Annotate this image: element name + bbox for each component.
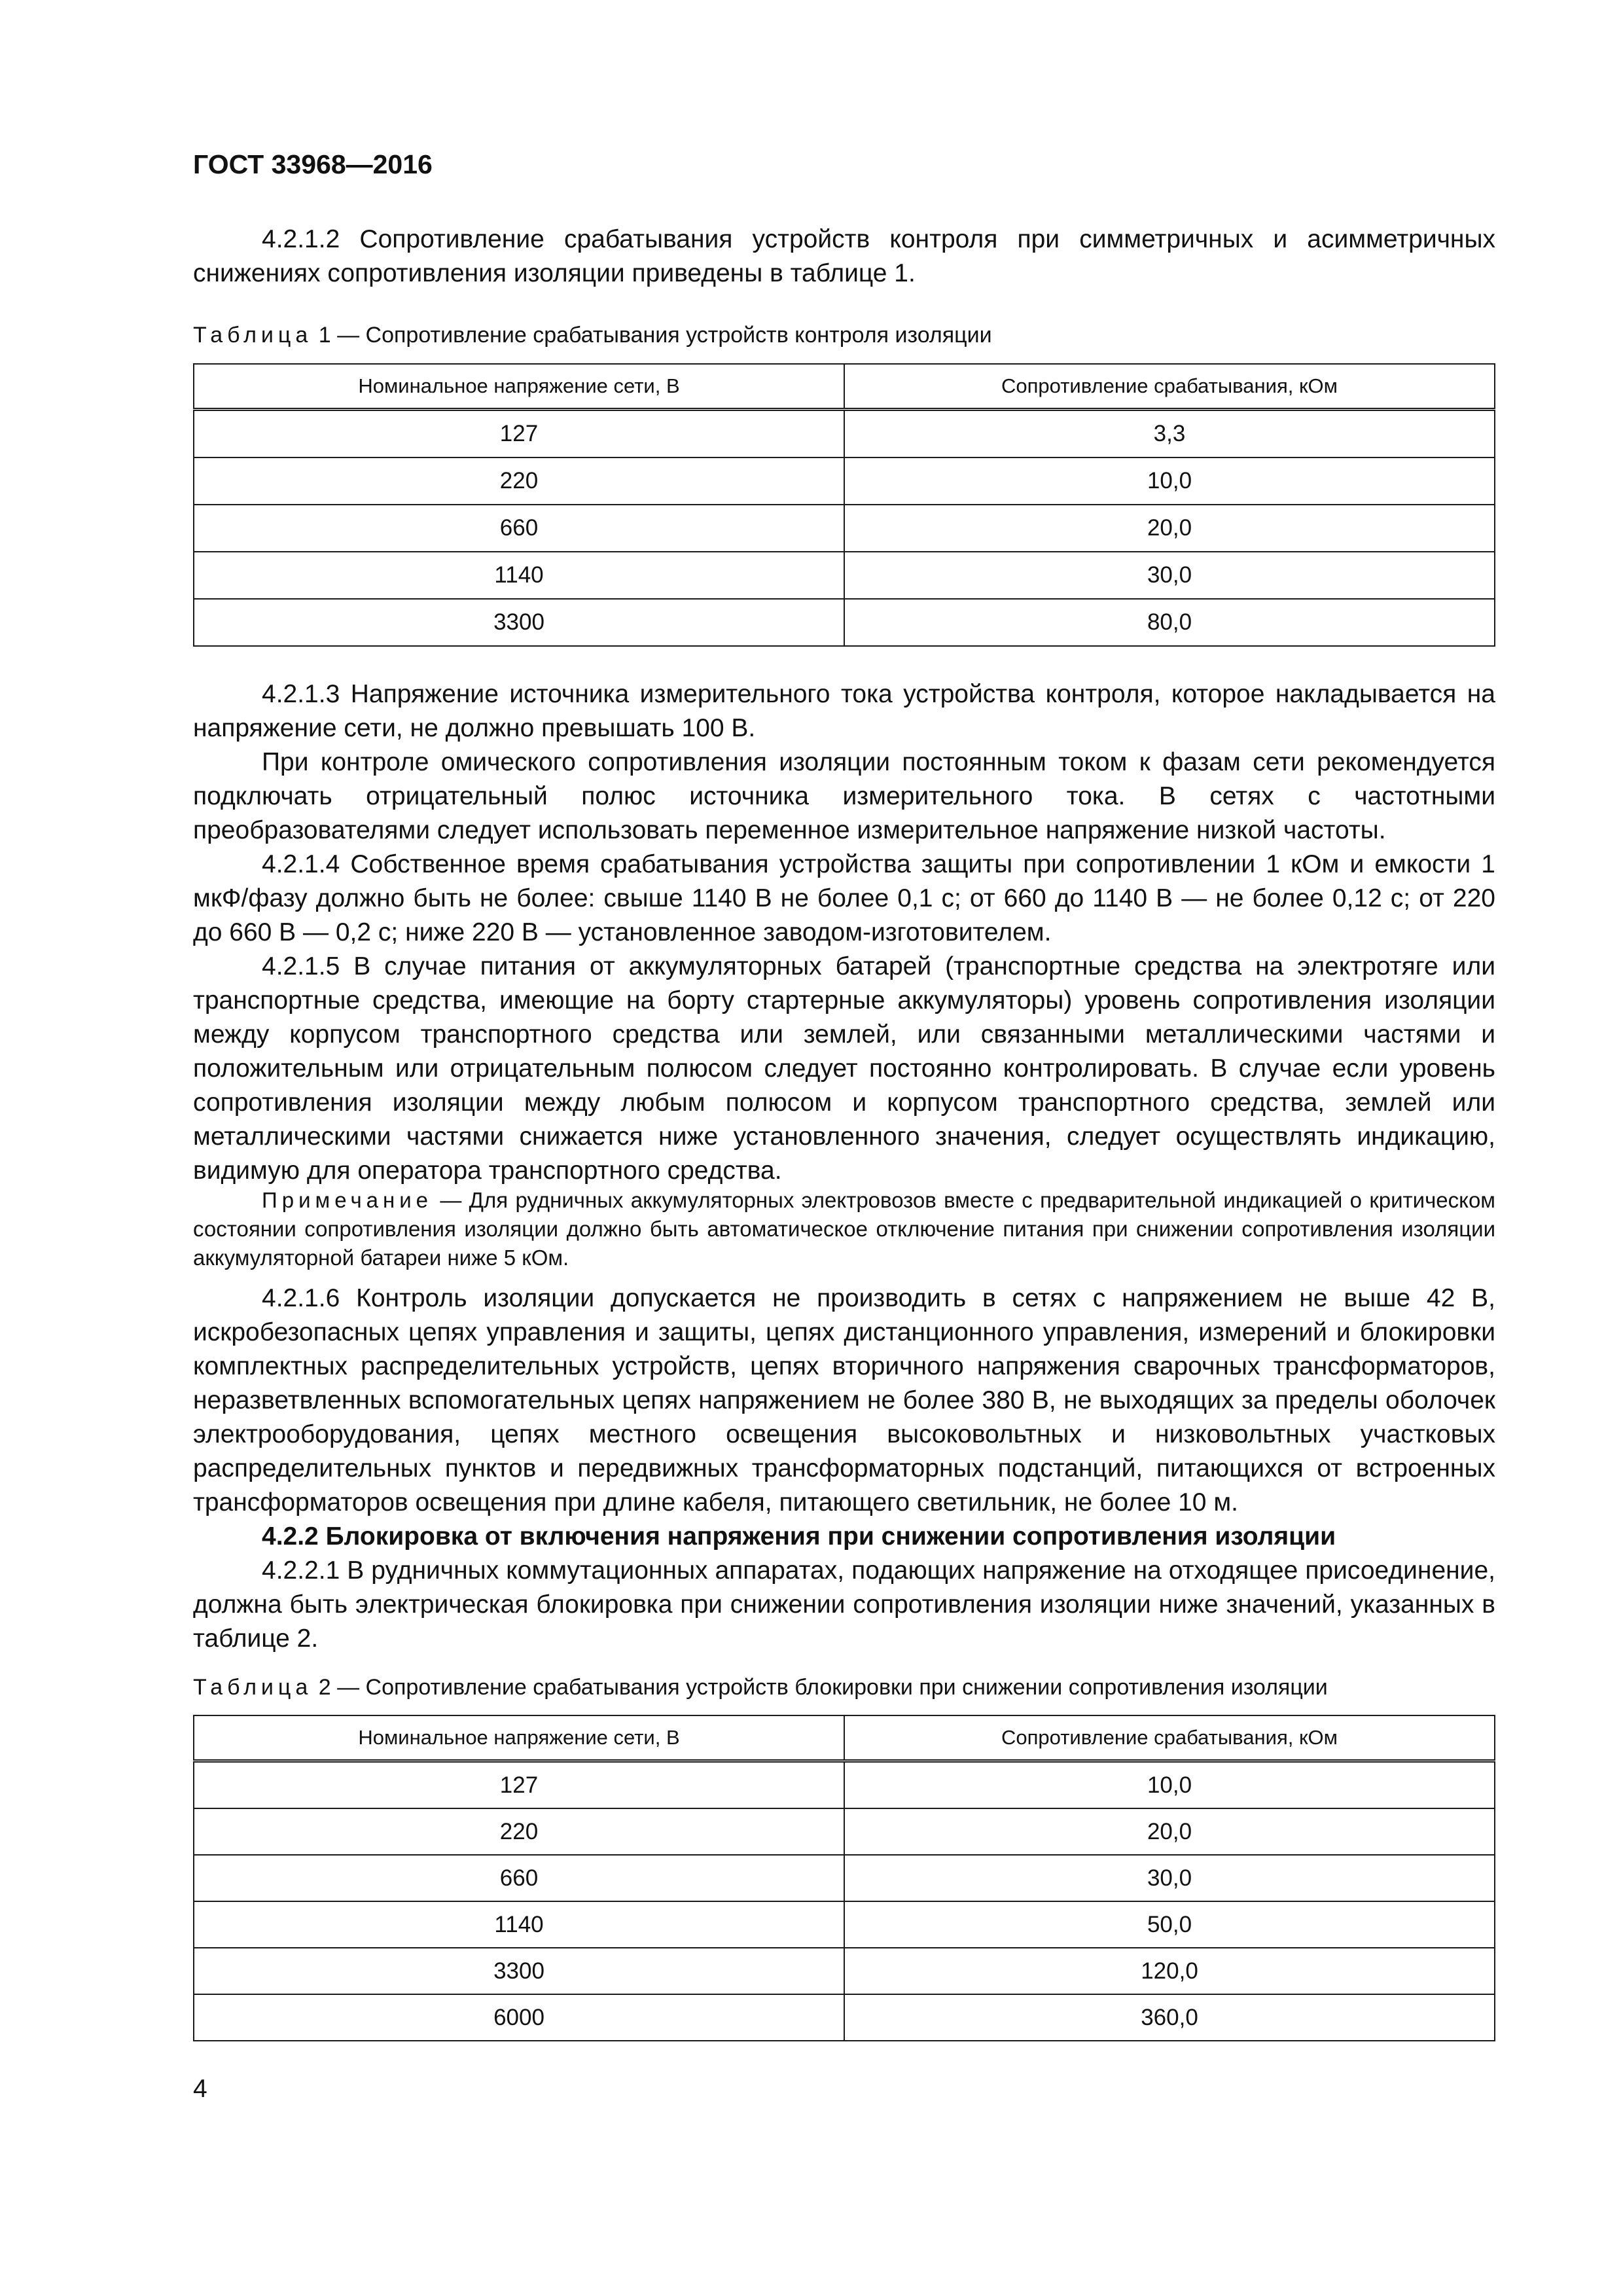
- table-header-row: [194, 1715, 1495, 1761]
- paragraph-4-2-1-4: 4.2.1.4 Собственное время срабатывания устройства защиты при сопротивлении 1 кОм и емкости 1 мкФ/фазу должно быть не более: свыше 1140 В не более 0,1 с; от 660 до 1140 В — не более 0,12 с; от 220 до 660 В — 0,2 с; ниже 220 В — установленное заводом-изготовителем.: [193, 850, 1495, 946]
- resistance-cell: 20,0: [844, 1808, 1495, 1855]
- column-header-voltage: Номинальное напряжение сети, В: [194, 364, 844, 410]
- table-row: [194, 599, 1495, 646]
- page-number: 4: [193, 2075, 207, 2103]
- table-2-caption-label: Таблица: [193, 1675, 313, 1700]
- paragraph-4-2-1-6: 4.2.1.6 Контроль изоляции допускается не производить в сетях с напряжением не выше 42 В, искробезопасных цепях управления и защиты, цепях дистанционного управления, измерений и блокировки комплектных распределительных устройств, цепях вторичного напряжения сварочных трансформаторов, неразветвленных вспомогательных цепях напряжением не более 380 В, не выходящих за пределы оболочек электрооборудования, цепях местного освещения высоковольтных и низковольтных участковых распределительных пунктов и передвижных трансформаторных подстанций, питающихся от встроенных трансформаторов освещения при длине кабеля, питающего светильник, не более 10 м.: [193, 1284, 1495, 1516]
- note: [193, 1186, 1495, 1272]
- resistance-cell: 3,3: [844, 410, 1495, 458]
- paragraph-4-2-1-2: 4.2.1.2 Сопротивление срабатывания устройств контроля при симметричных и асимметричных снижениях сопротивления изоляции приведены в таблице 1.: [193, 225, 1495, 287]
- column-header-resistance: Сопротивление срабатывания, кОм: [844, 1715, 1495, 1761]
- column-header-voltage: Номинальное напряжение сети, В: [194, 1715, 844, 1761]
- resistance-cell: 360,0: [844, 1994, 1495, 2041]
- paragraph-4-2-1-5: 4.2.1.5 В случае питания от аккумуляторных батарей (транспортные средства на электротяге или транспортные средства, имеющие на борту стартерные аккумуляторы) уровень сопротивления изоляции между корпусом транспортного средства или землей, или связанными металлическими частями и положительным или отрицательным полюсом следует постоянно контролировать. В случае если уровень сопротивления изоляции между любым полюсом и корпусом транспортного средства, землей или металлическими частями снижается ниже установленного значения, следует осуществлять индикацию, видимую для оператора транспортного средства.: [193, 952, 1495, 1185]
- table-row: [194, 457, 1495, 505]
- table-header-row: [194, 364, 1495, 410]
- table-row: [194, 1901, 1495, 1948]
- resistance-cell: 30,0: [844, 552, 1495, 599]
- voltage-cell: 3300: [194, 599, 844, 646]
- table-row: [194, 1808, 1495, 1855]
- column-header-resistance: Сопротивление срабатывания, кОм: [844, 364, 1495, 410]
- voltage-cell: 127: [194, 1761, 844, 1809]
- document-header: ГОСТ 33968—2016: [193, 149, 433, 179]
- table-1-caption-text: 1 — Сопротивление срабатывания устройств контроля изоляции: [312, 323, 992, 348]
- section-heading-4-2-2: 4.2.2 Блокировка от включения напряжения при снижении сопротивления изоляции: [262, 1522, 1336, 1551]
- table-row: [194, 505, 1495, 552]
- resistance-cell: 120,0: [844, 1948, 1495, 1994]
- resistance-cell: 20,0: [844, 505, 1495, 552]
- paragraph-4-2-2-1: 4.2.2.1 В рудничных коммутационных аппаратах, подающих напряжение на отходящее присоединение, должна быть электрическая блокировка при снижении сопротивления изоляции ниже значений, указанных в таблице 2.: [193, 1556, 1495, 1653]
- table-row: [194, 552, 1495, 599]
- resistance-cell: 50,0: [844, 1901, 1495, 1948]
- resistance-cell: 30,0: [844, 1855, 1495, 1901]
- voltage-cell: 1140: [194, 1901, 844, 1948]
- paragraph-4-2-1-3: 4.2.1.3 Напряжение источника измерительного тока устройства контроля, которое накладывается на напряжение сети, не должно превышать 100 В.: [193, 680, 1495, 742]
- voltage-cell: 660: [194, 505, 844, 552]
- table-1: [193, 363, 1495, 647]
- voltage-cell: 220: [194, 1808, 844, 1855]
- paragraph-control-recommendation: При контроле омического сопротивления изоляции постоянным током к фазам сети рекомендуется подключать отрицательный полюс источника измерительного тока. В сетях с частотными преобразователями следует использовать переменное измерительное напряжение низкой частоты.: [193, 748, 1495, 844]
- voltage-cell: 660: [194, 1855, 844, 1901]
- voltage-cell: 1140: [194, 552, 844, 599]
- voltage-cell: 220: [194, 457, 844, 505]
- voltage-cell: 127: [194, 410, 844, 458]
- table-2-caption: [193, 1673, 1502, 1702]
- voltage-cell: 6000: [194, 1994, 844, 2041]
- note-label: Примечание: [262, 1188, 433, 1212]
- table-row: [194, 1761, 1495, 1809]
- table-2: [193, 1715, 1495, 2041]
- table-row: [194, 1994, 1495, 2041]
- table-row: [194, 1855, 1495, 1901]
- table-row: [194, 410, 1495, 458]
- resistance-cell: 10,0: [844, 457, 1495, 505]
- voltage-cell: 3300: [194, 1948, 844, 1994]
- table-2-caption-text: 2 — Сопротивление срабатывания устройств блокировки при снижении сопротивления изоляции: [312, 1675, 1328, 1700]
- table-1-caption: [193, 321, 1502, 350]
- table-row: [194, 1948, 1495, 1994]
- note-text: — Для рудничных аккумуляторных электровозов вместе с предварительной индикацией о критическом состоянии сопротивления изоляции должно быть автоматическое отключение питания при снижении сопротивления изоляции аккумуляторной батареи ниже 5 кОм.: [193, 1188, 1495, 1270]
- resistance-cell: 80,0: [844, 599, 1495, 646]
- resistance-cell: 10,0: [844, 1761, 1495, 1809]
- table-1-caption-label: Таблица: [193, 323, 313, 348]
